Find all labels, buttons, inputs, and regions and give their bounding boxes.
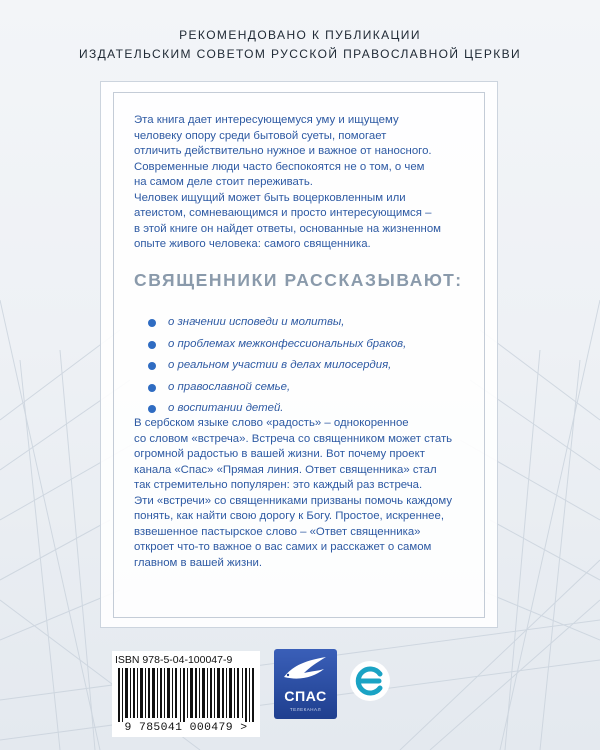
publishing-endorsement bbox=[0, 26, 600, 64]
intro-line: Человек ищущий может быть воцерковленным или bbox=[134, 191, 406, 204]
isbn-number: ISBN 978-5-04-100047-9 bbox=[115, 654, 233, 666]
topic-item bbox=[148, 377, 406, 399]
outro-line: огромной радостью в вашей жизни. Вот почему проект bbox=[134, 448, 425, 460]
spas-logo-subtitle: ТЕЛЕКАНАЛ bbox=[289, 707, 322, 712]
intro-paragraph bbox=[134, 113, 474, 253]
topics-list bbox=[148, 312, 406, 420]
topic-text: о воспитании детей. bbox=[168, 402, 284, 414]
topic-item bbox=[148, 312, 406, 334]
topic-text: о реальном участии в делах милосердия, bbox=[168, 359, 392, 371]
outro-line: со словом «встреча». Встреча со священником может стать bbox=[134, 432, 453, 445]
bullet-dot-icon bbox=[148, 405, 156, 413]
bullet-dot-icon bbox=[148, 341, 156, 349]
endorsement-line-1: РЕКОМЕНДОВАНО К ПУБЛИКАЦИИ bbox=[179, 28, 421, 42]
bullet-dot-icon bbox=[148, 384, 156, 392]
intro-line: атеистом, сомневающимся и просто интересующимся – bbox=[134, 207, 432, 219]
topic-text: о проблемах межконфессиональных браков, bbox=[168, 337, 407, 350]
outro-line: главном в вашей жизни. bbox=[134, 556, 263, 569]
topic-item bbox=[148, 355, 406, 377]
spas-channel-logo bbox=[274, 649, 337, 719]
topic-item bbox=[148, 334, 406, 356]
intro-line: в этой книге он найдет ответы, основанные на жизненном bbox=[134, 222, 441, 235]
outro-line: взвешенное пастырское слово – «Ответ священника» bbox=[134, 525, 421, 538]
barcode-bars-icon bbox=[118, 668, 254, 722]
bullet-dot-icon bbox=[148, 319, 156, 327]
outro-line: В сербском языке слово «радость» – однокоренное bbox=[134, 417, 409, 429]
outro-line: так стремительно популярен: это каждый раз встреча. bbox=[134, 479, 423, 491]
spas-logo-text: СПАС bbox=[284, 689, 327, 705]
barcode-digits: 9 785041 000479 > bbox=[124, 722, 248, 734]
dove-icon bbox=[274, 649, 337, 689]
intro-line: отличить действительно нужное и важное от наносного. bbox=[134, 145, 432, 157]
topic-text: о значении исповеди и молитвы, bbox=[168, 316, 345, 328]
outro-line: Эти «встречи» со священниками призваны помочь каждому bbox=[134, 494, 453, 507]
closing-paragraph bbox=[134, 416, 474, 571]
section-heading: СВЯЩЕННИКИ РАССКАЗЫВАЮТ: bbox=[134, 270, 463, 290]
isbn-barcode bbox=[112, 651, 260, 737]
eksmo-e-icon bbox=[349, 660, 391, 702]
outro-line: откроет что-то важное о вас самих и расскажет о самом bbox=[134, 541, 432, 553]
topic-text: о православной семье, bbox=[168, 380, 291, 393]
intro-line: Эта книга дает интересующемуся уму и ищущему bbox=[134, 114, 399, 126]
outro-line: понять, как найти свою дорогу к Богу. Простое, искреннее, bbox=[134, 510, 444, 522]
outro-line: канала «Спас» «Прямая линия. Ответ священника» стал bbox=[134, 463, 437, 476]
intro-line: человеку опору среди бытовой суеты, помогает bbox=[134, 129, 387, 142]
intro-line: опыте живого человека: самого священника. bbox=[134, 238, 371, 250]
intro-line: Современные люди часто беспокоятся не о том, о чем bbox=[134, 160, 425, 173]
intro-line: на самом деле стоит переживать. bbox=[134, 176, 313, 188]
endorsement-line-2: ИЗДАТЕЛЬСКИМ СОВЕТОМ РУССКОЙ ПРАВОСЛАВНОЙ ЦЕРКВИ bbox=[78, 47, 522, 61]
bullet-dot-icon bbox=[148, 362, 156, 370]
